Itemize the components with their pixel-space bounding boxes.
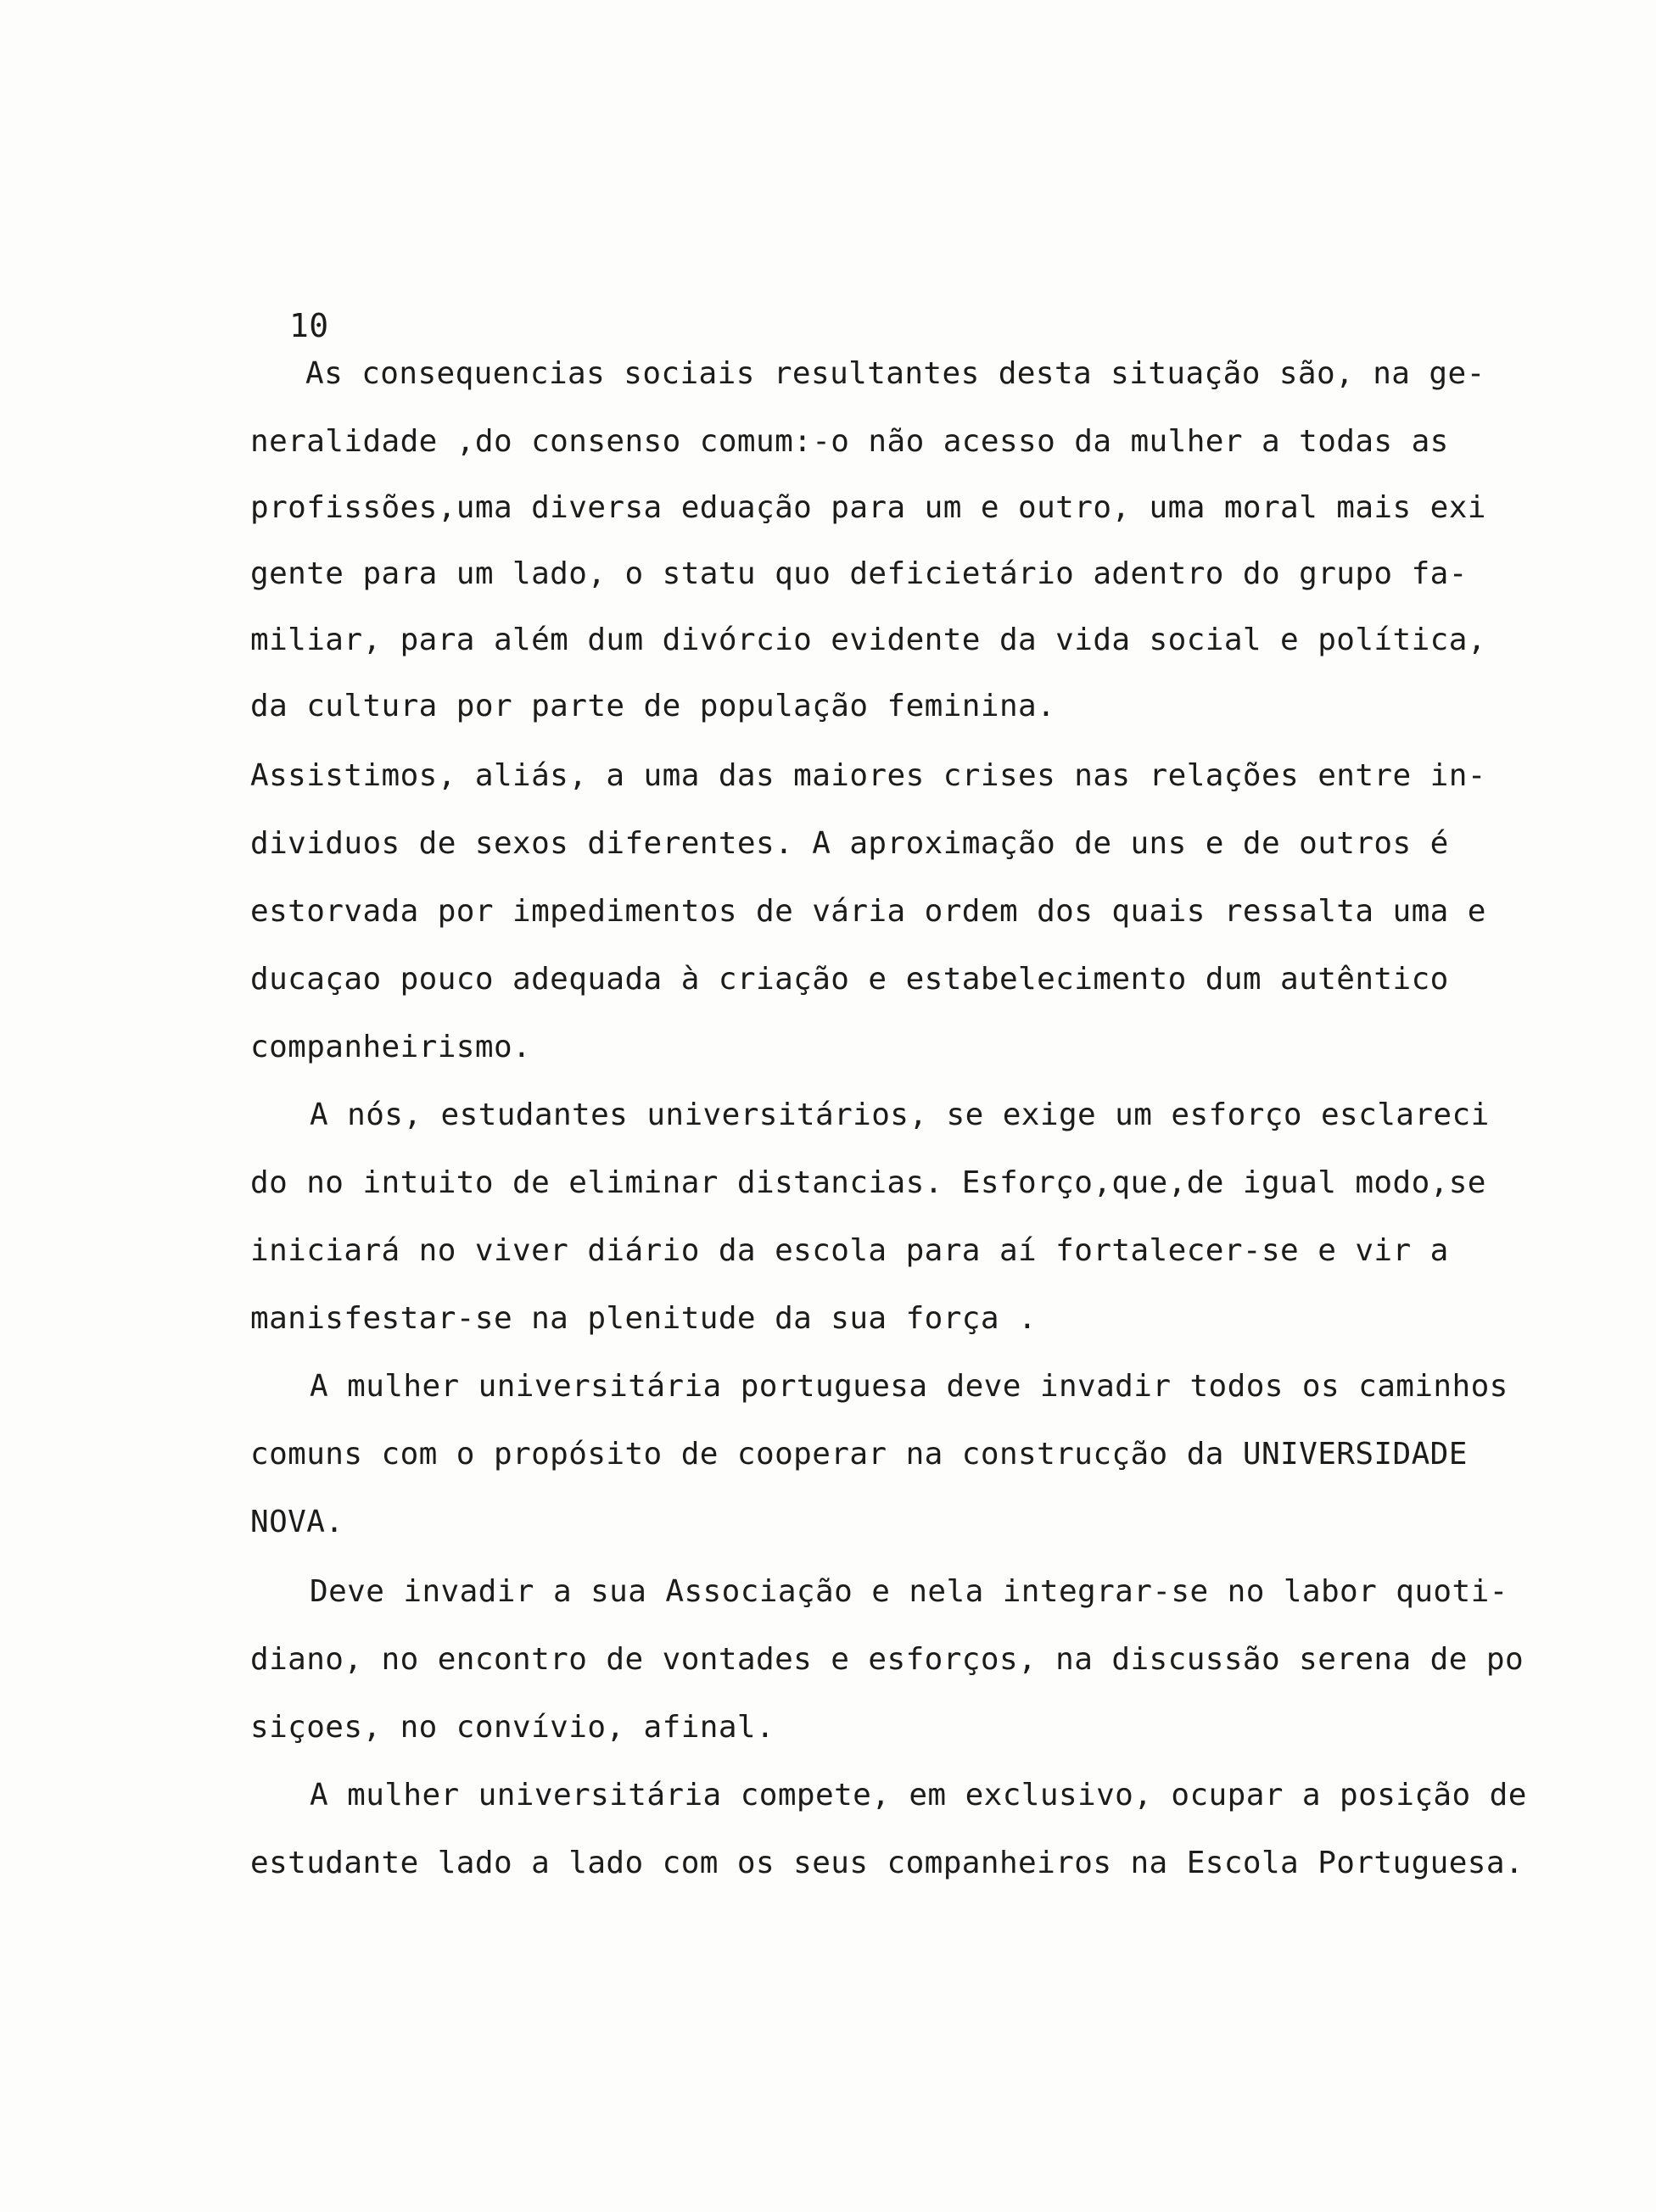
text-line: A mulher universitária portuguesa deve invadir todos os caminhos (310, 1369, 1508, 1404)
text-line: iniciará no viver diário da escola para aí fortalecer-se e vir a (250, 1233, 1449, 1268)
text-line: do no intuito de eliminar distancias. Esforço,que,de igual modo,se (250, 1165, 1486, 1200)
text-line: estudante lado a lado com os seus companheiros na Escola Portuguesa. (250, 1846, 1525, 1880)
page-number: 10 (289, 307, 329, 344)
text-line: estorvada por impedimentos de vária ordem dos quais ressalta uma e (250, 894, 1486, 929)
text-line: miliar, para além dum divórcio evidente da vida social e política, (250, 623, 1486, 657)
text-line: A mulher universitária compete, em exclusivo, ocupar a posição de (310, 1778, 1527, 1813)
text-line: siçoes, no convívio, afinal. (250, 1710, 775, 1745)
text-line: dividuos de sexos diferentes. A aproximação de uns e de outros é (250, 826, 1449, 861)
text-line: comuns com o propósito de cooperar na construcção da UNIVERSIDADE (250, 1437, 1468, 1472)
text-line: da cultura por parte de população feminina. (250, 689, 1056, 723)
text-line: neralidade ,do consenso comum:-o não acesso da mulher a todas as (250, 424, 1449, 459)
text-line: NOVA. (250, 1505, 344, 1539)
text-line: gente para um lado, o statu quo deficietário adentro do grupo fa- (250, 556, 1468, 591)
text-line: profissões,uma diversa eduação para um e outro, uma moral mais exi (250, 490, 1486, 525)
text-line: A nós, estudantes universitários, se exige um esforço esclareci (310, 1098, 1490, 1132)
text-line: As consequencias sociais resultantes desta situação são, na ge- (305, 356, 1485, 391)
text-line: diano, no encontro de vontades e esforços, na discussão serena de po (250, 1642, 1525, 1677)
text-line: Assistimos, aliás, a uma das maiores crises nas relações entre in- (250, 758, 1486, 793)
text-line: Deve invadir a sua Associação e nela integrar-se no labor quoti- (310, 1574, 1508, 1609)
text-line: ducaçao pouco adequada à criação e estabelecimento dum autêntico (250, 962, 1449, 997)
text-line: companheirismo. (250, 1030, 532, 1064)
text-line: manisfestar-se na plenitude da sua força . (250, 1301, 1038, 1336)
